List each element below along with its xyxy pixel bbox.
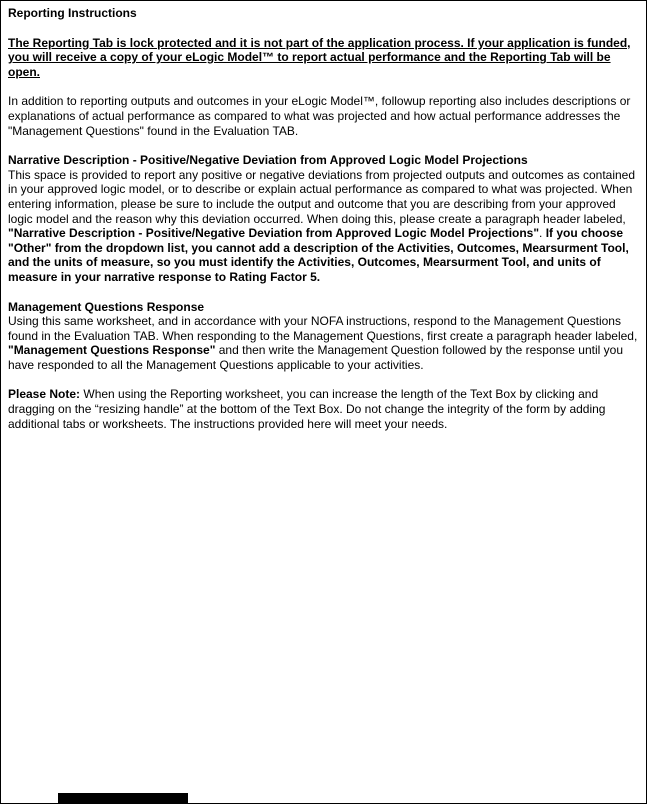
narrative-body-bold-header-label: "Narrative Description - Positive/Negative Deviation from Approved Logic Model Projections" xyxy=(8,226,540,241)
narrative-body-separator: . xyxy=(539,226,546,241)
narrative-section-heading: Narrative Description - Positive/Negative Deviation from Approved Logic Model Projections xyxy=(8,153,528,168)
management-body-text-continued: and then write the Management Question followed by the response until you have responded to all the Management Questions applicable to your activities. xyxy=(8,343,624,372)
narrative-body-text: This space is provided to report any positive or negative deviations from projected outputs and outcomes as contained in your approved logic model, or to describe or explain actual performance as compared to what was projected. When entering information, please be sure to include the output and outcome that you are describing from your approved logic model and the reason why this deviation occurred. When doing this, please create a paragraph header labeled, xyxy=(8,167,636,226)
management-questions-body xyxy=(8,314,641,372)
narrative-section-body xyxy=(8,168,641,285)
management-body-bold-header-label: "Management Questions Response" xyxy=(8,343,216,358)
lock-protected-notice xyxy=(8,36,641,80)
management-questions-heading: Management Questions Response xyxy=(8,299,205,314)
please-note-text: When using the Reporting worksheet, you can increase the length of the Text Box by clicking and dragging on the “resizing handle” at the bottom of the Text Box. Do not change the integrity of the form by adding additional tabs or worksheets. The instructions provided here will meet your needs. xyxy=(8,387,606,431)
narrative-body-bold-other-warning: If you choose "Other" from the dropdown list, you cannot add a description of the Activities, Outcomes, Mearsurment Tool, and the units of measure, so you must identify the Activities, Outcomes, Mearsurment Tool, and units of measure in your narrative response to Rating Factor 5. xyxy=(8,226,629,284)
bottom-dark-bar xyxy=(58,793,188,803)
intro-paragraph: In addition to reporting outputs and outcomes in your eLogic Model™, followup reporting also includes descriptions or explanations of actual performance as compared to what was projected and how actual performance addresses the "Management Questions" found in the Evaluation TAB. xyxy=(8,94,631,138)
management-body-text: Using this same worksheet, and in accordance with your NOFA instructions, respond to the Management Questions found in the Evaluation TAB. When responding to the Management Questions, first create a paragraph header labeled, xyxy=(8,314,638,343)
page-title: Reporting Instructions xyxy=(8,6,137,20)
please-note-paragraph xyxy=(8,387,641,431)
lock-protected-notice-text: The Reporting Tab is lock protected and it is not part of the application process. If your application is funded, you will receive a copy of your eLogic Model™ to report actual performance and the Reporting Tab will be open. xyxy=(8,35,631,79)
please-note-label: Please Note: xyxy=(8,387,81,402)
